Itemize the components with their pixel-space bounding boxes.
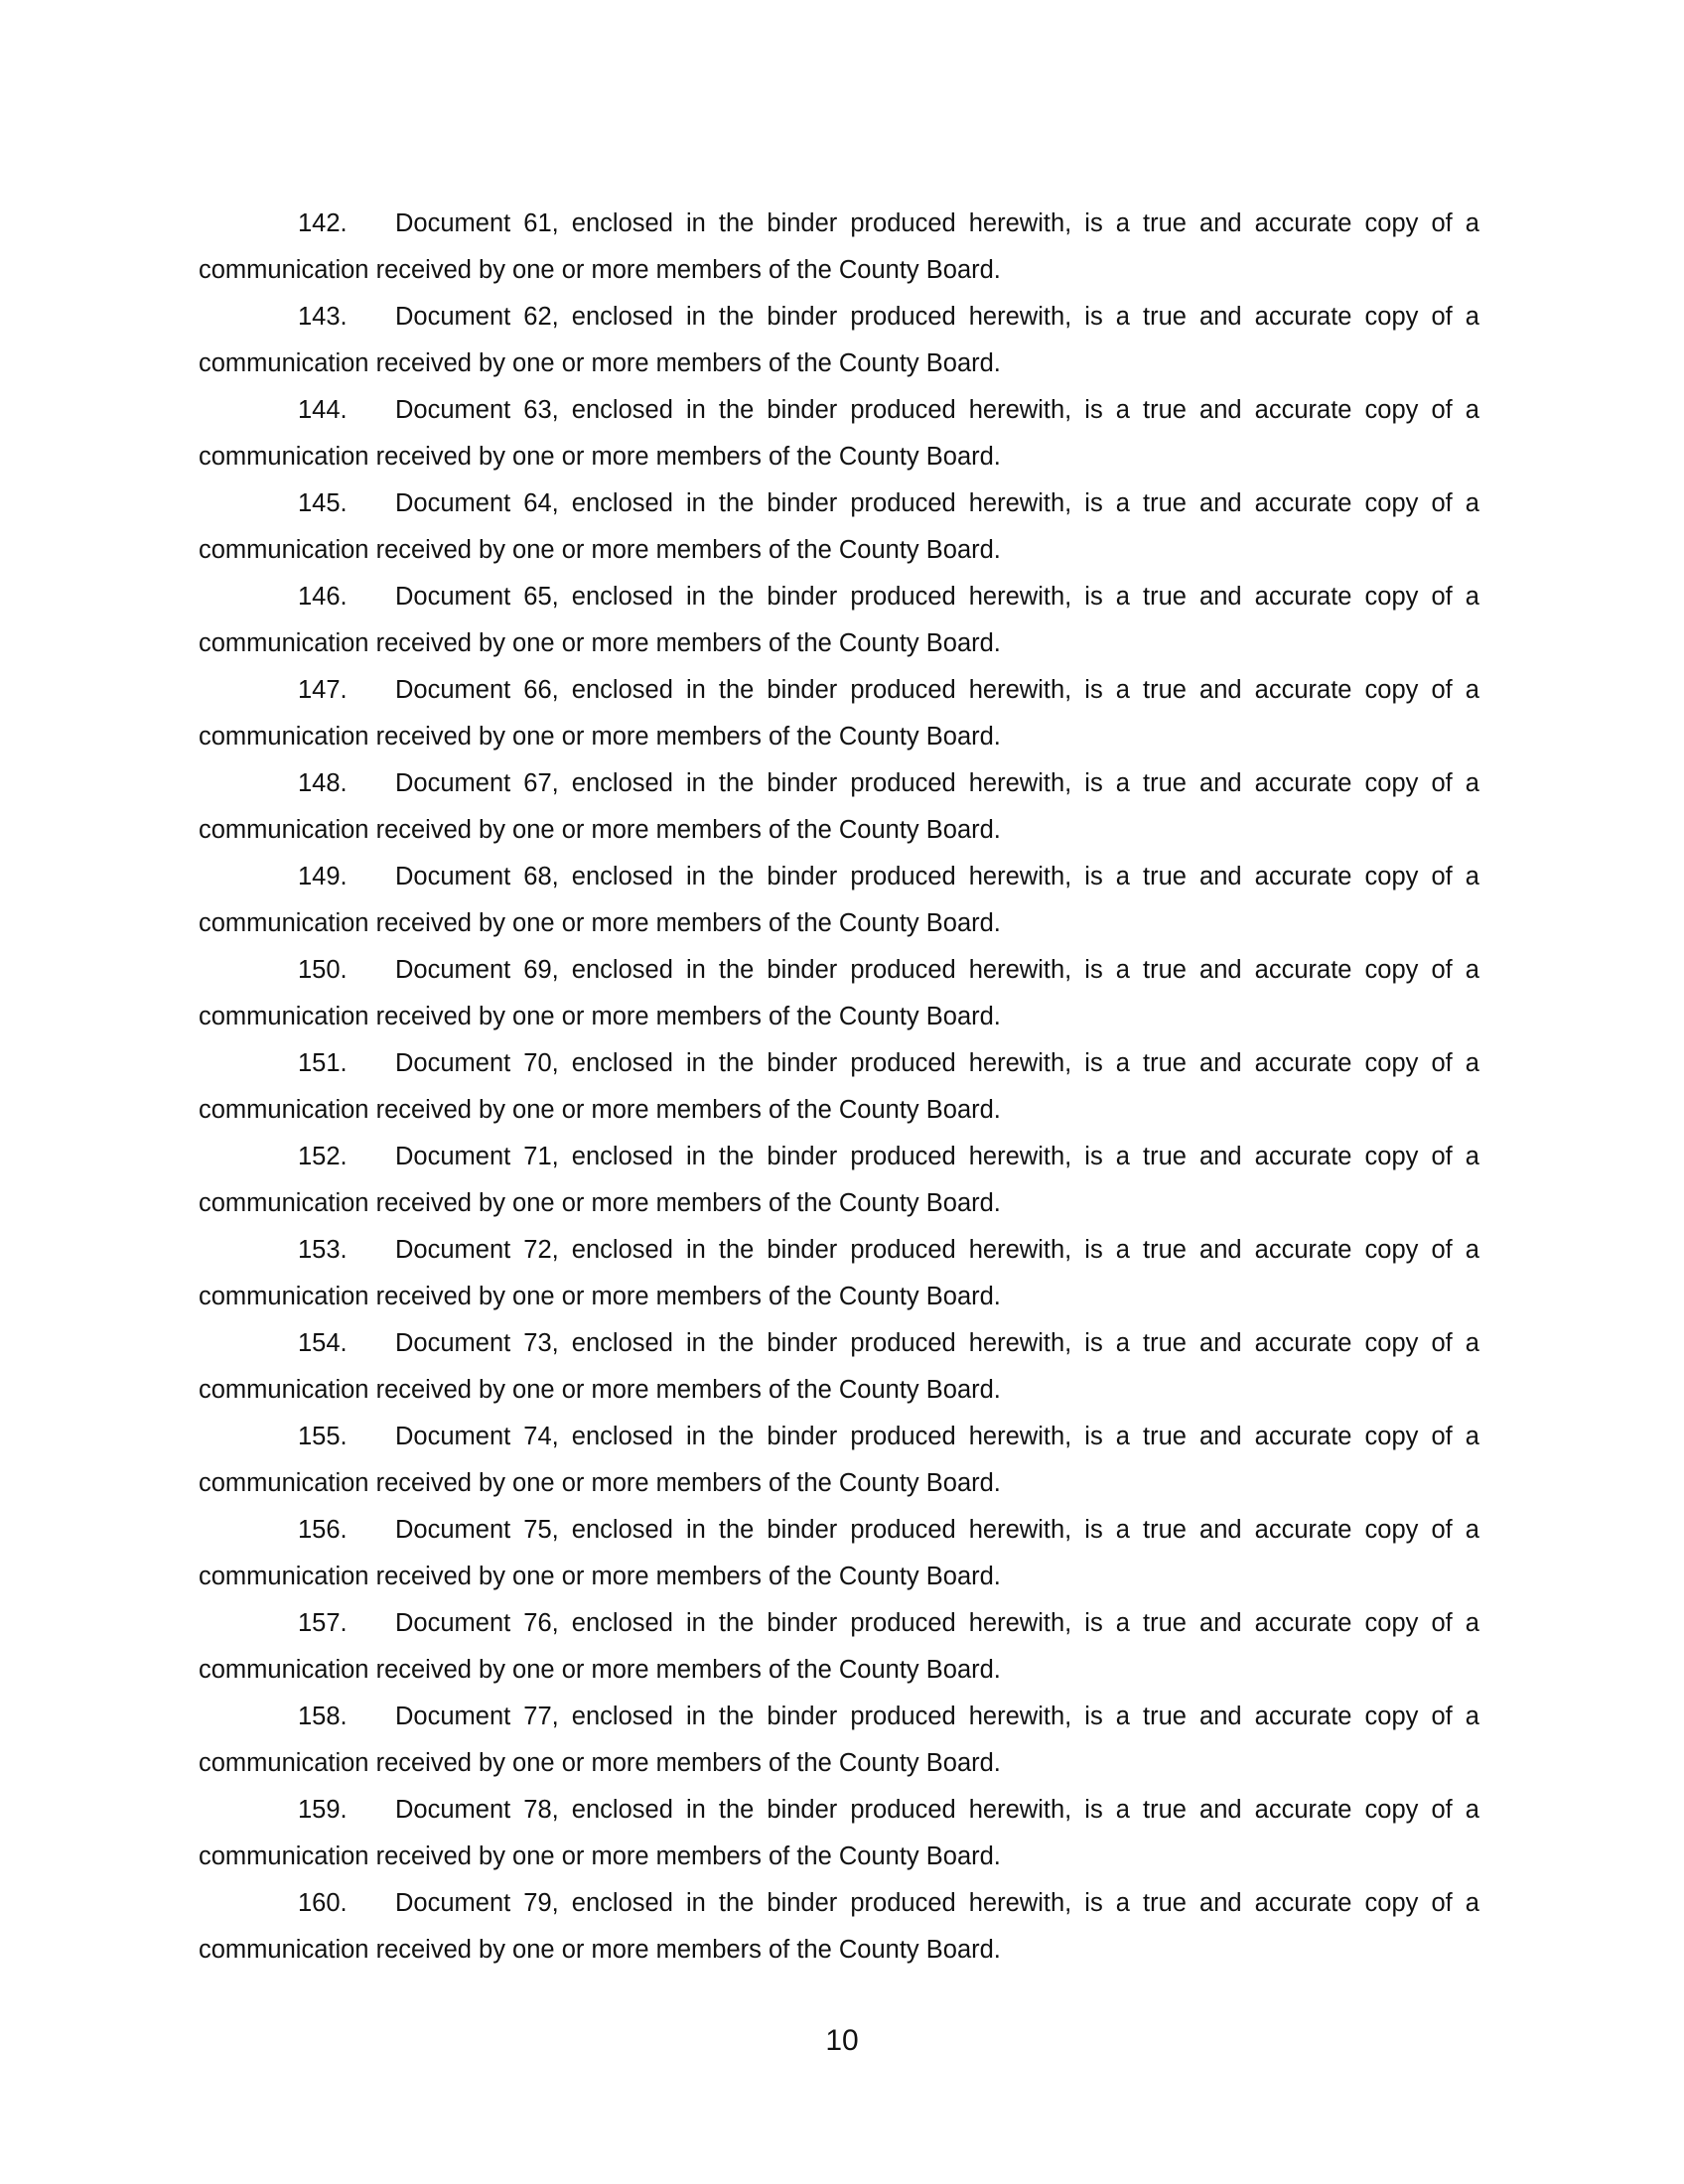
paragraph-number: 155. [298, 1423, 348, 1450]
paragraph-number: 152. [298, 1143, 348, 1170]
paragraph-text-line1: Document 67, enclosed in the binder produced herewith, is a true and accurate copy of a [395, 769, 1479, 797]
paragraph-number: 145. [298, 489, 348, 517]
paragraph-text-line2: communication received by one or more members of the County Board. [199, 1749, 1001, 1777]
numbered-paragraph [199, 1227, 1479, 1320]
paragraph-text-line2: communication received by one or more members of the County Board. [199, 256, 1001, 284]
paragraph-text-line1: Document 77, enclosed in the binder produced herewith, is a true and accurate copy of a [395, 1703, 1479, 1730]
paragraph-text-line2: communication received by one or more members of the County Board. [199, 349, 1001, 377]
numbered-paragraph [199, 1507, 1479, 1600]
paragraph-number: 153. [298, 1236, 348, 1264]
paragraph-text-line1: Document 66, enclosed in the binder produced herewith, is a true and accurate copy of a [395, 676, 1479, 704]
paragraph-text-line2: communication received by one or more members of the County Board. [199, 1096, 1001, 1124]
numbered-paragraph [199, 201, 1479, 294]
paragraph-text-line1: Document 70, enclosed in the binder produced herewith, is a true and accurate copy of a [395, 1049, 1479, 1077]
paragraph-text-line2: communication received by one or more members of the County Board. [199, 1283, 1001, 1310]
paragraph-text-line1: Document 68, enclosed in the binder produced herewith, is a true and accurate copy of a [395, 863, 1479, 890]
paragraph-number: 156. [298, 1516, 348, 1544]
paragraph-text-line1: Document 61, enclosed in the binder produced herewith, is a true and accurate copy of a [395, 209, 1479, 237]
paragraph-text-line1: Document 63, enclosed in the binder produced herewith, is a true and accurate copy of a [395, 396, 1479, 424]
paragraph-number: 148. [298, 769, 348, 797]
paragraph-number: 154. [298, 1329, 348, 1357]
paragraph-number: 147. [298, 676, 348, 704]
numbered-paragraph [199, 1787, 1479, 1880]
numbered-paragraph [199, 1040, 1479, 1134]
numbered-paragraph [199, 574, 1479, 667]
numbered-paragraph [199, 294, 1479, 387]
numbered-paragraph [199, 1600, 1479, 1694]
paragraph-text-line2: communication received by one or more members of the County Board. [199, 629, 1001, 657]
numbered-paragraph [199, 480, 1479, 574]
paragraph-text-line1: Document 75, enclosed in the binder produced herewith, is a true and accurate copy of a [395, 1516, 1479, 1544]
paragraph-text-line2: communication received by one or more members of the County Board. [199, 909, 1001, 937]
paragraph-text-line2: communication received by one or more members of the County Board. [199, 816, 1001, 844]
paragraph-list [199, 201, 1479, 1974]
paragraph-text-line2: communication received by one or more members of the County Board. [199, 1376, 1001, 1404]
numbered-paragraph [199, 1320, 1479, 1414]
paragraph-text-line2: communication received by one or more members of the County Board. [199, 1003, 1001, 1030]
paragraph-number: 157. [298, 1609, 348, 1637]
numbered-paragraph [199, 854, 1479, 947]
paragraph-number: 150. [298, 956, 348, 984]
paragraph-number: 159. [298, 1796, 348, 1824]
paragraph-number: 142. [298, 209, 348, 237]
paragraph-text-line2: communication received by one or more members of the County Board. [199, 1656, 1001, 1684]
paragraph-text-line1: Document 71, enclosed in the binder produced herewith, is a true and accurate copy of a [395, 1143, 1479, 1170]
numbered-paragraph [199, 1414, 1479, 1507]
paragraph-number: 146. [298, 583, 348, 611]
numbered-paragraph [199, 1694, 1479, 1787]
paragraph-number: 143. [298, 303, 348, 331]
numbered-paragraph [199, 760, 1479, 854]
paragraph-text-line2: communication received by one or more members of the County Board. [199, 723, 1001, 751]
paragraph-text-line2: communication received by one or more members of the County Board. [199, 1469, 1001, 1497]
paragraph-text-line2: communication received by one or more members of the County Board. [199, 1936, 1001, 1964]
paragraph-number: 144. [298, 396, 348, 424]
page-number: 10 [825, 2024, 859, 2057]
paragraph-text-line2: communication received by one or more members of the County Board. [199, 1563, 1001, 1590]
paragraph-text-line1: Document 74, enclosed in the binder produced herewith, is a true and accurate copy of a [395, 1423, 1479, 1450]
paragraph-number: 149. [298, 863, 348, 890]
paragraph-text-line1: Document 64, enclosed in the binder produced herewith, is a true and accurate copy of a [395, 489, 1479, 517]
numbered-paragraph [199, 667, 1479, 760]
numbered-paragraph [199, 387, 1479, 480]
paragraph-text-line1: Document 72, enclosed in the binder produced herewith, is a true and accurate copy of a [395, 1236, 1479, 1264]
paragraph-text-line1: Document 79, enclosed in the binder produced herewith, is a true and accurate copy of a [395, 1889, 1479, 1917]
paragraph-text-line1: Document 78, enclosed in the binder produced herewith, is a true and accurate copy of a [395, 1796, 1479, 1824]
paragraph-number: 160. [298, 1889, 348, 1917]
paragraph-text-line1: Document 76, enclosed in the binder produced herewith, is a true and accurate copy of a [395, 1609, 1479, 1637]
numbered-paragraph [199, 947, 1479, 1040]
paragraph-text-line2: communication received by one or more members of the County Board. [199, 443, 1001, 471]
paragraph-text-line1: Document 62, enclosed in the binder produced herewith, is a true and accurate copy of a [395, 303, 1479, 331]
paragraph-text-line2: communication received by one or more members of the County Board. [199, 536, 1001, 564]
paragraph-text-line2: communication received by one or more members of the County Board. [199, 1189, 1001, 1217]
numbered-paragraph [199, 1880, 1479, 1974]
paragraph-text-line1: Document 73, enclosed in the binder produced herewith, is a true and accurate copy of a [395, 1329, 1479, 1357]
paragraph-number: 158. [298, 1703, 348, 1730]
paragraph-text-line2: communication received by one or more members of the County Board. [199, 1843, 1001, 1870]
paragraph-number: 151. [298, 1049, 348, 1077]
paragraph-text-line1: Document 65, enclosed in the binder produced herewith, is a true and accurate copy of a [395, 583, 1479, 611]
numbered-paragraph [199, 1134, 1479, 1227]
paragraph-text-line1: Document 69, enclosed in the binder produced herewith, is a true and accurate copy of a [395, 956, 1479, 984]
